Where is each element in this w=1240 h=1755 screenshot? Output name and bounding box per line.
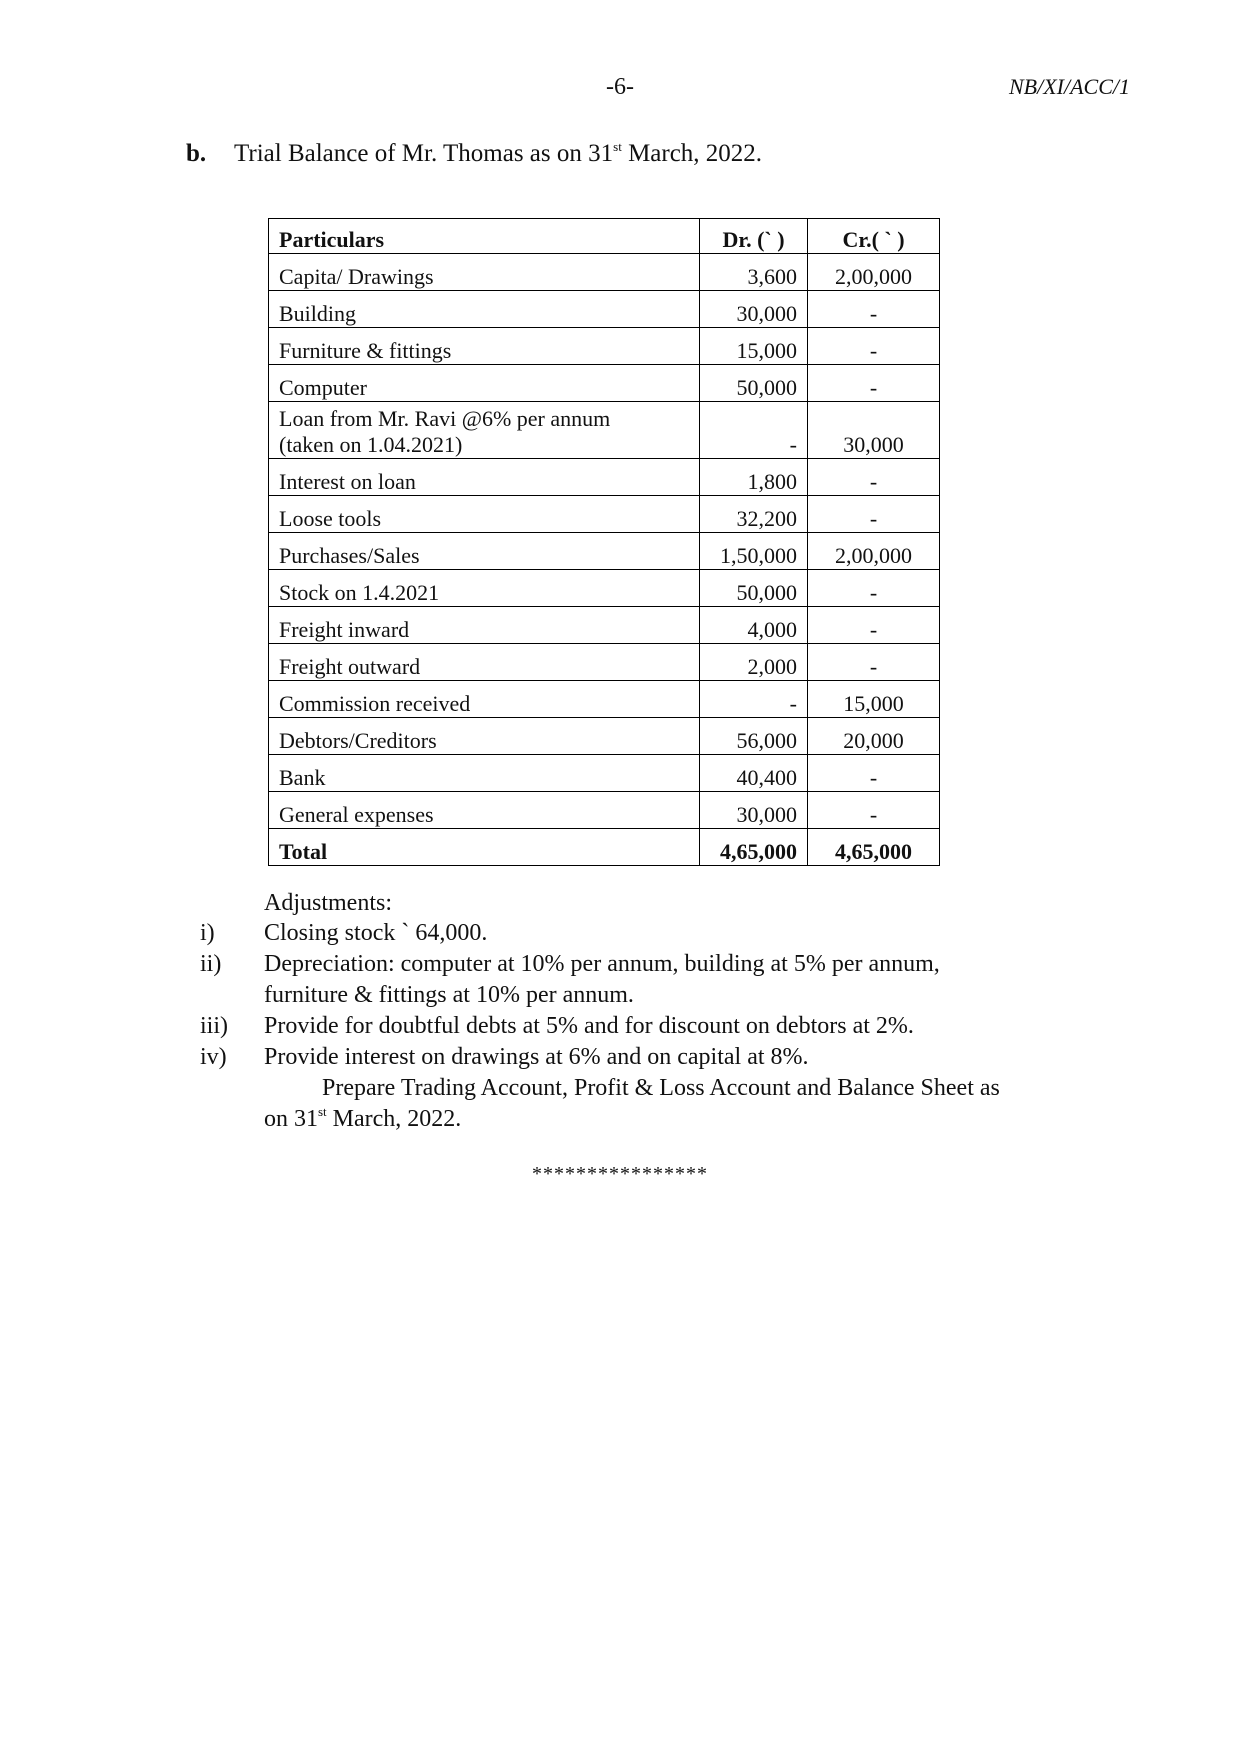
adjustment-number: iii) [200,1013,228,1039]
row-debit: - [700,402,808,459]
row-debit: 40,400 [700,755,808,792]
adjustment-item [200,949,1100,1011]
table-row [269,644,940,681]
table-row [269,365,940,402]
table-row [269,607,940,644]
row-credit: - [808,570,940,607]
row-debit: - [700,681,808,718]
row-particulars: General expenses [269,792,700,829]
adjustment-number: i) [200,920,215,946]
question-label: b. [186,140,207,167]
row-particulars: Stock on 1.4.2021 [269,570,700,607]
total-credit: 4,65,000 [808,829,940,866]
table-total-row [269,829,940,866]
end-of-paper-stars: **************** [532,1163,708,1185]
row-particulars: Interest on loan [269,459,700,496]
row-debit: 3,600 [700,254,808,291]
row-credit: 20,000 [808,718,940,755]
row-credit: - [808,792,940,829]
table-row [269,681,940,718]
adjustment-number: iv) [200,1044,227,1070]
adjustment-text: Closing stock ` 64,000. [264,920,488,946]
row-credit: - [808,496,940,533]
adjustment-text: Provide for doubtful debts at 5% and for discount on debtors at 2%. [264,1013,914,1039]
trial-balance-table [268,218,940,866]
table-row [269,533,940,570]
total-debit: 4,65,000 [700,829,808,866]
row-particulars: Debtors/Creditors [269,718,700,755]
table-header-row [269,219,940,254]
row-debit: 4,000 [700,607,808,644]
table-row [269,291,940,328]
table-row [269,570,940,607]
row-particulars: Bank [269,755,700,792]
paper-code: NB/XI/ACC/1 [1009,74,1130,99]
adjustment-item [200,1042,1100,1073]
adjustment-number: ii) [200,951,222,977]
table-row [269,496,940,533]
row-debit: 56,000 [700,718,808,755]
row-credit: - [808,291,940,328]
header-credit: Cr.( ` ) [808,219,940,254]
row-credit: - [808,459,940,496]
row-particulars: Furniture & fittings [269,328,700,365]
row-particulars: Commission received [269,681,700,718]
row-debit: 32,200 [700,496,808,533]
row-credit: - [808,755,940,792]
instruction-text: Prepare Trading Account, Profit & Loss Account and Balance Sheet as on 31st March, 2022. [264,1075,1000,1132]
row-debit: 15,000 [700,328,808,365]
row-particulars: Purchases/Sales [269,533,700,570]
adjustment-item [200,918,1100,949]
row-particulars: Capita/ Drawings [269,254,700,291]
adjustment-text: Depreciation: computer at 10% per annum, building at 5% per annum, furniture & fittings at 10% per annum. [264,951,940,1008]
row-particulars: Loose tools [269,496,700,533]
table-row [269,792,940,829]
header-debit: Dr. (` ) [700,219,808,254]
row-particulars: Loan from Mr. Ravi @6% per annum (taken on 1.04.2021) [269,402,700,459]
row-particulars: Freight outward [269,644,700,681]
table-row [269,718,940,755]
adjustment-item [200,1011,1100,1042]
row-credit: - [808,328,940,365]
table-row [269,328,940,365]
table-row [269,755,940,792]
row-debit: 2,000 [700,644,808,681]
table-row [269,254,940,291]
row-credit: - [808,607,940,644]
adjustments-section [200,888,1100,1135]
total-label: Total [269,829,700,866]
row-credit: - [808,644,940,681]
row-debit: 1,50,000 [700,533,808,570]
adjustments-title: Adjustments: [264,890,393,916]
question-title: Trial Balance of Mr. Thomas as on 31st March, 2022. [234,139,763,167]
question-heading [186,140,762,168]
adjustment-text: Provide interest on drawings at 6% and on capital at 8%. [264,1044,809,1070]
row-debit: 1,800 [700,459,808,496]
row-credit: - [808,365,940,402]
header-particulars: Particulars [269,219,700,254]
row-particulars: Freight inward [269,607,700,644]
row-credit: 2,00,000 [808,533,940,570]
row-credit: 15,000 [808,681,940,718]
row-credit: 30,000 [808,402,940,459]
row-debit: 50,000 [700,365,808,402]
table-row [269,459,940,496]
row-credit: 2,00,000 [808,254,940,291]
row-debit: 30,000 [700,792,808,829]
table-row [269,402,940,459]
row-particulars: Building [269,291,700,328]
row-particulars: Computer [269,365,700,402]
page-number: -6- [606,74,634,100]
row-debit: 30,000 [700,291,808,328]
row-debit: 50,000 [700,570,808,607]
